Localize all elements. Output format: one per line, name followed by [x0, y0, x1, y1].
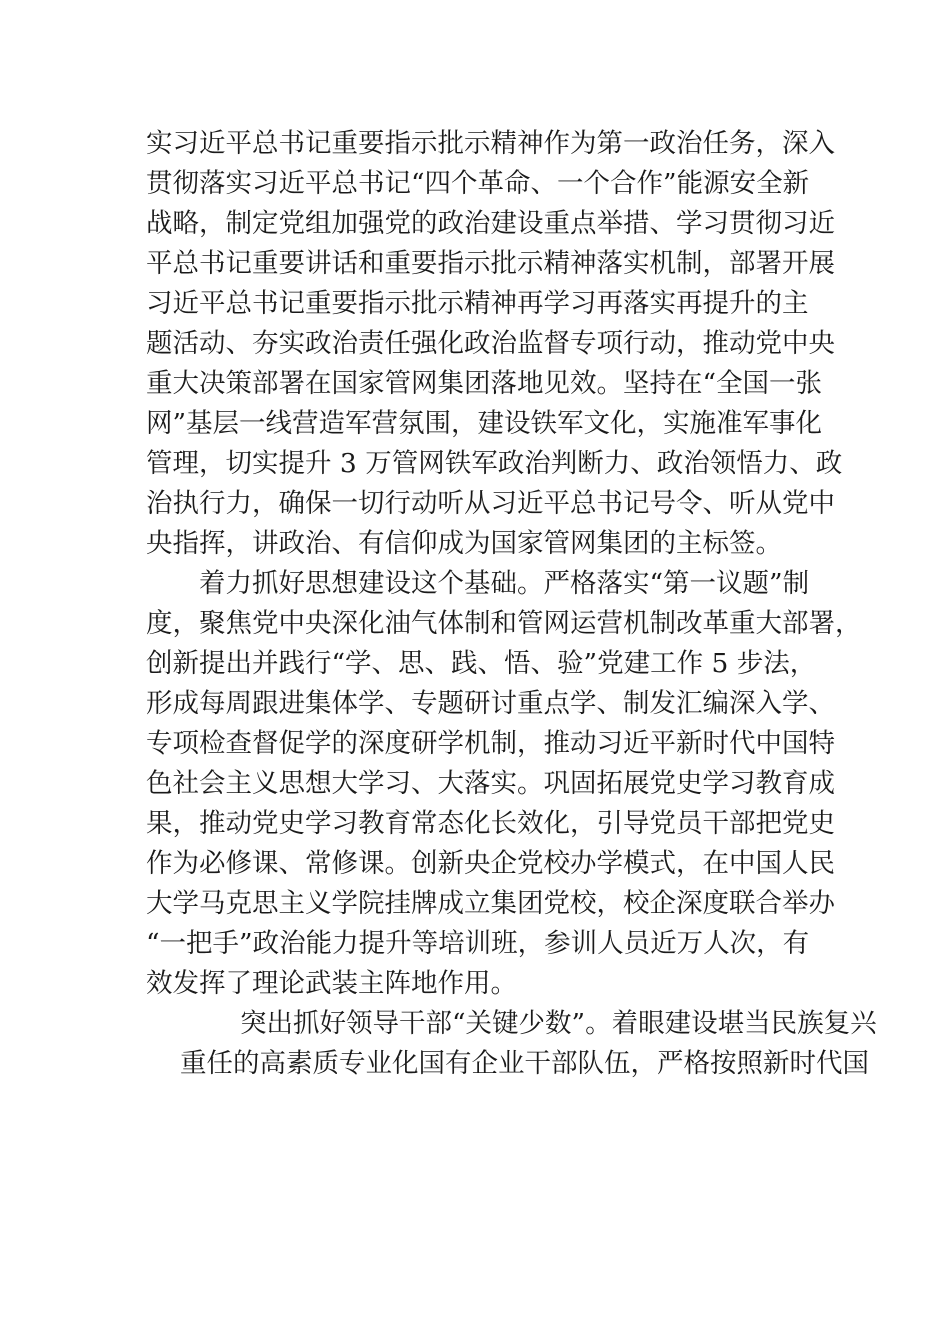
text-line: 形成每周跟进集体学、专题研讨重点学、制发汇编深入学、 — [146, 688, 835, 719]
text-line: 题活动、夯实政治责任强化政治监督专项行动，推动党中央 — [146, 328, 835, 359]
text-line: 色社会主义思想大学习、大落实。巩固拓展党史学习教育成 — [146, 768, 835, 799]
text-line: 管理，切实提升 3 万管网铁军政治判断力、政治领悟力、政 — [146, 448, 843, 479]
text-line: 实习近平总书记重要指示批示精神作为第一政治任务，深入 — [146, 128, 835, 159]
text-line: 重大决策部署在国家管网集团落地见效。坚持在“全国一张 — [146, 368, 823, 399]
text-line: 网”基层一线营造军营氛围，建设铁军文化，实施准军事化 — [146, 408, 823, 439]
text-line: 作为必修课、常修课。创新央企党校办学模式，在中国人民 — [146, 848, 835, 879]
text-line: 治执行力，确保一切行动听从习近平总书记号令、听从党中 — [146, 488, 835, 519]
text-line: 专项检查督促学的深度研学机制，推动习近平新时代中国特 — [146, 728, 835, 759]
text-line: 战略，制定党组加强党的政治建设重点举措、学习贯彻习近 — [146, 208, 835, 239]
text-line: 果，推动党史学习教育常态化长效化，引导党员干部把党史 — [146, 808, 835, 839]
text-line: 贯彻落实习近平总书记“四个革命、一个合作”能源安全新 — [146, 168, 810, 199]
text-line: 重任的高素质专业化国有企业干部队伍，严格按照新时代国 — [180, 1048, 869, 1079]
text-line: 央指挥，讲政治、有信仰成为国家管网集团的主标签。 — [146, 528, 782, 559]
text-line: 效发挥了理论武装主阵地作用。 — [146, 968, 517, 999]
paragraph-heading-line: 突出抓好领导干部“关键少数”。着眼建设堪当民族复兴 — [240, 1008, 877, 1039]
text-line: 平总书记重要讲话和重要指示批示精神落实机制，部署开展 — [146, 248, 835, 279]
text-line: 度，聚焦党中央深化油气体制和管网运营机制改革重大部署， — [146, 608, 862, 639]
text-line: 习近平总书记重要指示批示精神再学习再落实再提升的主 — [146, 288, 809, 319]
text-line: “一把手”政治能力提升等培训班，参训人员近万人次，有 — [146, 928, 810, 959]
text-line: 大学马克思主义学院挂牌成立集团党校，校企深度联合举办 — [146, 888, 835, 919]
paragraph-heading-line: 着力抓好思想建设这个基础。严格落实“第一议题”制 — [199, 568, 810, 599]
text-line: 创新提出并践行“学、思、践、悟、验”党建工作 5 步法， — [146, 648, 817, 679]
